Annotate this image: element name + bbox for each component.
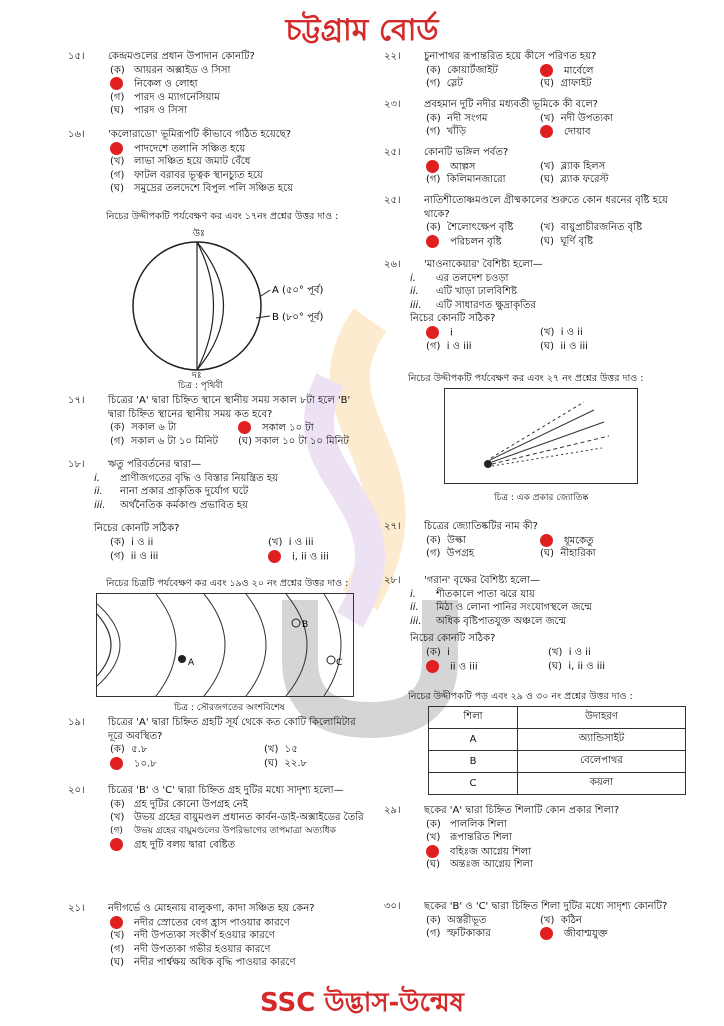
option-answer[interactable]: বহিঃজ আগ্নেয় শিলা [384,845,684,859]
option[interactable]: (ঘ) পারদ ও সিসা [110,105,188,117]
option[interactable]: (গ) কিলিমানজারো [426,174,506,186]
option[interactable]: (গ) সকাল ৬ টা ১০ মিনিট [110,435,218,447]
option[interactable]: (গ) উভয় গ্রহের বায়ুমণ্ডলের উপরিভাগের তাপমাত্রা অত্যধিক [110,825,336,836]
statement: ii. নানা প্রকার প্রাকৃতিক দুর্যোগ ঘটে [94,486,249,498]
answer-dot-icon [238,421,251,434]
question-22: ২২। চুনাপাথর রূপান্তরিত হয়ে কীসে পরিণত হয়? (ক) কোয়ার্টজাইট মার্বেলে (গ) স্লেট (ঘ) গ্রাফাইট [384,51,597,90]
question-23: ২৩। প্রবহমান দুটি নদীর মধ্যবর্তী ভূমিকে কী বলে? (ক) নদী সংগম (খ) নদী উপত্যকা (গ) খাঁড়ি দোয়াব [384,99,613,138]
option-answer[interactable]: সকাল ১০ টা [238,421,314,435]
question-17: ১৭। চিত্রের 'A' দ্বারা চিহ্নিত স্থানে স্থানীয় সময় সকাল ৮টা হলে 'B' দ্বারা চিহ্নিত স্থানের স্থানীয় সময় কত হবে? (ক) সকাল ৬ টা সকাল ১০ টা (গ) সকাল ৬ টা ১০ মিনিট (ঘ) সকাল ১০ টা ১০ মিনিট [68,395,351,447]
statement: i. শীতকালে পাতা ঝরে যায় [410,588,535,600]
question-28: ২৮। 'গরান' বৃক্ষের বৈশিষ্ট্য হলো— i. শীতকালে পাতা ঝরে যায় ii. মিঠা ও লোনা পানির সংযোগস্থলে জন্মে iii. অধিক বৃষ্টিপাতযুক্ত অঞ্চলে জন্মে নিচের কোনটি সঠিক? (ক) i (খ) i ও ii ii ও iii (ঘ) i, ii ও iii [384,574,694,673]
statement: iii. অর্থনৈতিক কর্মকাণ্ড প্রভাবিত হয় [94,499,249,511]
comet-caption: চিত্র : এক প্রকার জ্যোতিষ্ক [494,493,589,503]
option[interactable]: (ক) উল্কা [426,534,466,546]
planet-b-label: B [302,620,309,630]
statement: i. প্রাণীজগতের বৃদ্ধি ও বিস্তার নিয়ন্ত্রিত হয় [94,472,278,484]
option-answer[interactable]: মার্বেলে [540,64,594,78]
option-answer[interactable]: গ্রহ দুটি বলয় দ্বারা বেষ্টিত [68,838,378,852]
option[interactable]: (গ) উপগ্রহ [426,548,475,560]
answer-dot-icon [540,125,553,138]
question-ask: নিচের কোনটি সঠিক? [94,523,180,535]
question-18: ১৮। ঋতু পরিবর্তনের দ্বারা— i. প্রাণীজগতের বৃদ্ধি ও বিস্তার নিয়ন্ত্রিত হয় ii. নানা প্রকার প্রাকৃতিক দুর্যোগ ঘটে iii. অর্থনৈতিক কর্মকাণ্ড প্রভাবিত হয় নিচের কোনটি সঠিক? (ক) i ও ii (খ) i ও iii (গ) ii ও iii i, ii ও iii [68,458,368,563]
option[interactable]: (গ) নদী উপত্যকা গভীর হওয়ার কারণে [110,943,271,955]
statement: ii. এটি খাড়া ঢালবিশিষ্ট [410,286,517,298]
option[interactable]: (খ) নদী উপত্যকা সংকীর্ণ হওয়ার কারণে [110,930,275,942]
answer-dot-icon [540,534,553,547]
option[interactable]: (খ) i ও ii [548,646,591,658]
option-answer[interactable]: ii ও iii [426,660,478,674]
option[interactable]: (গ) পারদ ও ম্যাগনেসিয়াম [110,91,220,103]
point-b-label: B (৮০° পূর্ব) [272,312,324,323]
question-16: ১৬। 'কলোরাডো' ভূমিরূপটি কীভাবে গঠিত হয়েছে? পাদদেশে তলানি সঞ্চিত হয়ে (খ) লাভা সঞ্চিত হয়ে জমাট বেঁধে (গ) ফাটল বরাবর ভূত্বক স্থানচ্যুত হয়ে (ঘ) সমুদ্রের তলদেশে বিপুল পলি সঞ্চিত হয়ে [68,128,388,196]
point-a-label: A (৫০° পূর্ব) [272,285,324,296]
question-20: ২০। চিত্রের 'B' ও 'C' দ্বারা চিহ্নিত গ্রহ দুটির মধ্যে সাদৃশ্য হলো— (ক) গ্রহ দুটির কোনো উপগ্রহ নেই (খ) উভয় গ্রহের বায়ুমণ্ডল প্রধানত কার্বন-ডাই-অক্সাইডের তৈরি (গ) উভয় গ্রহের বায়ুমণ্ডলের উপরিভাগের তাপমাত্রা অত্যধিক গ্রহ দুটি বলয় দ্বারা বেষ্টিত [68,784,378,852]
option[interactable]: (ঘ) নদীর পার্শ্বক্ষয় অধিক বৃদ্ধি পাওয়ার কারণে [110,957,296,969]
option[interactable]: (খ) ১৫ [264,744,298,756]
question-15 [68,50,368,118]
option-answer[interactable]: নিকেল ও লোহা [68,77,368,91]
option[interactable]: (গ) স্লেট [426,78,463,90]
stimulus-instruction-27: নিচের উদ্দীপকটি পর্যবেক্ষণ কর এবং ২৭ নং প্রশ্নের উত্তর দাও : [408,373,644,384]
question-27: ২৭। চিত্রের জ্যোতিষ্কটির নাম কী? (ক) উল্কা ধূমকেতু (গ) উপগ্রহ (ঘ) নীহারিকা [384,521,596,560]
option[interactable]: (খ) রূপান্তরিত শিলা [426,832,513,844]
stimulus-instruction-29: নিচের উদ্দীপকটি পড় এবং ২৯ ও ৩০ নং প্রশ্নের উত্তর দাও : [408,691,633,702]
solar-system-figure [96,593,354,697]
option-answer[interactable]: নদীর স্রোতের বেগ হ্রাস পাওয়ার কারণে [68,916,388,930]
option[interactable]: (গ) ফাটল বরাবর ভূত্বক স্থানচ্যুত হয়ে [110,169,263,181]
option[interactable]: (ক) নদী সংগম [426,112,488,124]
option[interactable]: (ঘ) ii ও iii [540,340,588,352]
answer-dot-icon [426,160,439,173]
stimulus-instruction-19: নিচের চিত্রটি পর্যবেক্ষণ কর এবং ১৯ও ২০ নং প্রশ্নের উত্তর দাও : [106,578,349,589]
option-answer[interactable]: ১০.৮ [110,757,157,771]
option[interactable]: (গ) খাঁড়ি [426,126,467,138]
option[interactable]: (ক) পাললিক শিলা [426,818,507,830]
question-26: ২৬। 'মাওনাকেয়ার' বৈশিষ্ট্য হলো— i. এর তলদেশ চওড়া ii. এটি খাড়া ঢালবিশিষ্ট iii. এটি সাধারণত ক্ষুদ্রাকৃতির নিচের কোনটি সঠিক? i (খ) i ও ii (গ) i ও iii (ঘ) ii ও iii [384,258,684,353]
option[interactable]: (খ) কঠিন [540,914,582,926]
option[interactable]: (খ) ব্ল্যাক হিলস [540,160,606,172]
option[interactable]: (খ) i ও iii [268,536,314,548]
option[interactable]: (ঘ) ব্ল্যাক ফরেস্ট [540,174,609,186]
stimulus-instruction-17: নিচের উদ্দীপকটি পর্যবেক্ষণ কর এবং ১৭নং প্রশ্নের উত্তর দাও : [106,211,339,222]
option-answer[interactable]: জীবাশ্মযুক্ত [540,927,608,941]
option-answer[interactable]: i [426,326,453,340]
option-answer[interactable]: ধূমকেতু [540,534,594,548]
option-answer[interactable]: পাদদেশে তলানি সঞ্চিত হয়ে [68,142,388,156]
option[interactable]: (গ) স্ফটিকাকার [426,928,491,940]
option[interactable]: (ঘ) নীহারিকা [540,548,596,560]
answer-dot-icon [110,142,123,155]
option[interactable]: (ঘ) গ্রাফাইট [540,78,592,90]
globe-figure [120,226,380,378]
footer-brand: SSC উদ্ভাস-উন্মেষ [259,988,465,1018]
question-19: ১৯। চিত্রের 'A' দ্বারা চিহ্নিত গ্রহটি সূর্য থেকে কত কোটি কিলোমিটার দূরে অবস্থিত? (ক) ৫.৮ (খ) ১৫ ১০.৮ (ঘ) ২২.৮ [68,717,356,770]
answer-dot-icon [110,916,123,929]
option[interactable]: (খ) লাভা সঞ্চিত হয়ে জমাট বেঁধে [110,156,251,168]
question-ask: নিচের কোনটি সঠিক? [410,633,496,645]
table-header-row: শিলা উদাহরণ [429,707,686,729]
option[interactable]: (ক) কোয়ার্টজাইট [426,64,498,76]
globe-caption: চিত্র : পৃথিবী [178,381,223,391]
table-row: B বেলেপাথর [429,751,686,773]
option[interactable]: (ক) ৫.৮ [110,744,148,756]
option[interactable]: (ক) অস্তরীভূত [426,914,487,926]
answer-dot-icon [110,838,123,851]
answer-dot-icon [110,77,123,90]
planet-a-label: A [188,658,195,668]
answer-dot-icon [540,64,553,77]
comet-figure [444,388,638,484]
statement: i. এর তলদেশ চওড়া [410,272,509,284]
option[interactable]: (ক) গ্রহ দুটির কোনো উপগ্রহ নেই [110,798,248,810]
planet-c-label: C [336,658,343,668]
statement: iii. অধিক বৃষ্টিপাতযুক্ত অঞ্চলে জন্মে [410,615,567,627]
option[interactable]: (ঘ) i, ii ও iii [548,660,606,672]
option[interactable]: (ক) i ও ii [110,536,154,548]
option[interactable]: (গ) i ও iii [426,340,472,352]
board-title: চট্টগ্রাম বোর্ড [285,13,439,48]
option[interactable]: (ঘ) সকাল ১০ টা ১০ মিনিট [238,435,349,447]
answer-dot-icon [426,326,439,339]
question-24: ২৫। কোনটি ভঙ্গিল পর্বত? আল্পস (খ) ব্ল্যাক হিলস (গ) কিলিমানজারো (ঘ) ব্ল্যাক ফরেস্ট [384,147,609,186]
option-answer[interactable]: দোয়াব [540,125,591,139]
option[interactable]: (ঘ) ঘূর্ণি বৃষ্টি [540,235,594,247]
table-row: C কয়লা [429,773,686,795]
option[interactable]: (ঘ) ২২.৮ [264,757,308,769]
option[interactable]: (ঘ) সমুদ্রের তলদেশে বিপুল পলি সঞ্চিত হয়ে [110,183,294,195]
option[interactable]: (খ) বায়ুপ্রাচীরজনিত বৃষ্টি [540,222,643,234]
option[interactable]: (গ) ii ও iii [110,550,159,562]
question-ask: নিচের কোনটি সঠিক? [410,313,496,325]
answer-dot-icon [110,757,123,770]
answer-dot-icon [426,845,439,858]
table-row: A অ্যান্ডিসাইট [429,729,686,751]
solar-caption: চিত্র : সৌরজগতের অংশবিশেষ [174,703,285,713]
question-30: ৩০। ছকের 'B' ও 'C' দ্বারা চিহ্নিত শিলা দুটির মধ্যে সাদৃশ্য কোনটি? (ক) অস্তরীভূত (খ) কঠিন (গ) স্ফটিকাকার জীবাশ্মযুক্ত [384,901,668,940]
option-answer[interactable]: i, ii ও iii [268,550,329,564]
answer-dot-icon [268,550,281,563]
statement: iii. এটি সাধারণত ক্ষুদ্রাকৃতির [410,299,536,311]
option[interactable]: (খ) i ও ii [540,326,583,338]
question-29: ২৯। ছকের 'A' দ্বারা চিহ্নিত শিলাটি কোন প্রকার শিলা? (ক) পাললিক শিলা (খ) রূপান্তরিত শিলা বহিঃজ আগ্নেয় শিলা (ঘ) অন্তঃজ আগ্নেয় শিলা [384,804,684,872]
answer-dot-icon [426,235,439,248]
question-21: ২১। নদীগর্ভে ও মোহনায় বালুকণা, কাদা সঞ্চিত হয় কেন? নদীর স্রোতের বেগ হ্রাস পাওয়ার কারণে (খ) নদী উপত্যকা সংকীর্ণ হওয়ার কারণে (গ) নদী উপত্যকা গভীর হওয়ার কারণে (ঘ) নদীর পার্শ্বক্ষয় অধিক বৃদ্ধি পাওয়ার কারণে [68,902,388,970]
question-number: ১৫। [68,51,85,62]
option[interactable]: (খ) উভয় গ্রহের বায়ুমণ্ডল প্রধানত কার্বন-ডাই-অক্সাইডের তৈরি [110,812,364,824]
north-label: উঃ [193,229,205,239]
option[interactable]: (ক) শৈলোৎক্ষেপ বৃষ্টি [426,222,514,234]
option[interactable]: (ক) i [426,646,450,658]
option[interactable]: (ক) আয়রন অক্সাইড ও সিসা [110,64,231,76]
answer-dot-icon [540,927,553,940]
option-answer[interactable]: পরিচলন বৃষ্টি [426,235,502,249]
option[interactable]: (খ) নদী উপত্যকা [540,112,613,124]
option[interactable]: (ক) সকাল ৬ টা [110,422,177,434]
rock-table [428,706,686,795]
statement: ii. মিঠা ও লোনা পানির সংযোগস্থলে জন্মে [410,602,592,614]
question-25: ২৫। নাতিশীতোষ্ণমণ্ডলে গ্রীষ্মকালের শুরুতে কোন ধরনের বৃষ্টি হয়ে থাকে? (ক) শৈলোৎক্ষেপ বৃষ্টি (খ) বায়ুপ্রাচীরজনিত বৃষ্টি পরিচলন বৃষ্টি (ঘ) ঘূর্ণি বৃষ্টি [384,195,668,248]
question-text: কেন্দ্রমণ্ডলের প্রধান উপাদান কোনটি? [108,51,255,62]
answer-dot-icon [426,660,439,673]
option[interactable]: (ঘ) অন্তঃজ আগ্নেয় শিলা [426,859,533,871]
south-label: দঃ [192,371,202,378]
option-answer[interactable]: আল্পস [426,160,475,174]
